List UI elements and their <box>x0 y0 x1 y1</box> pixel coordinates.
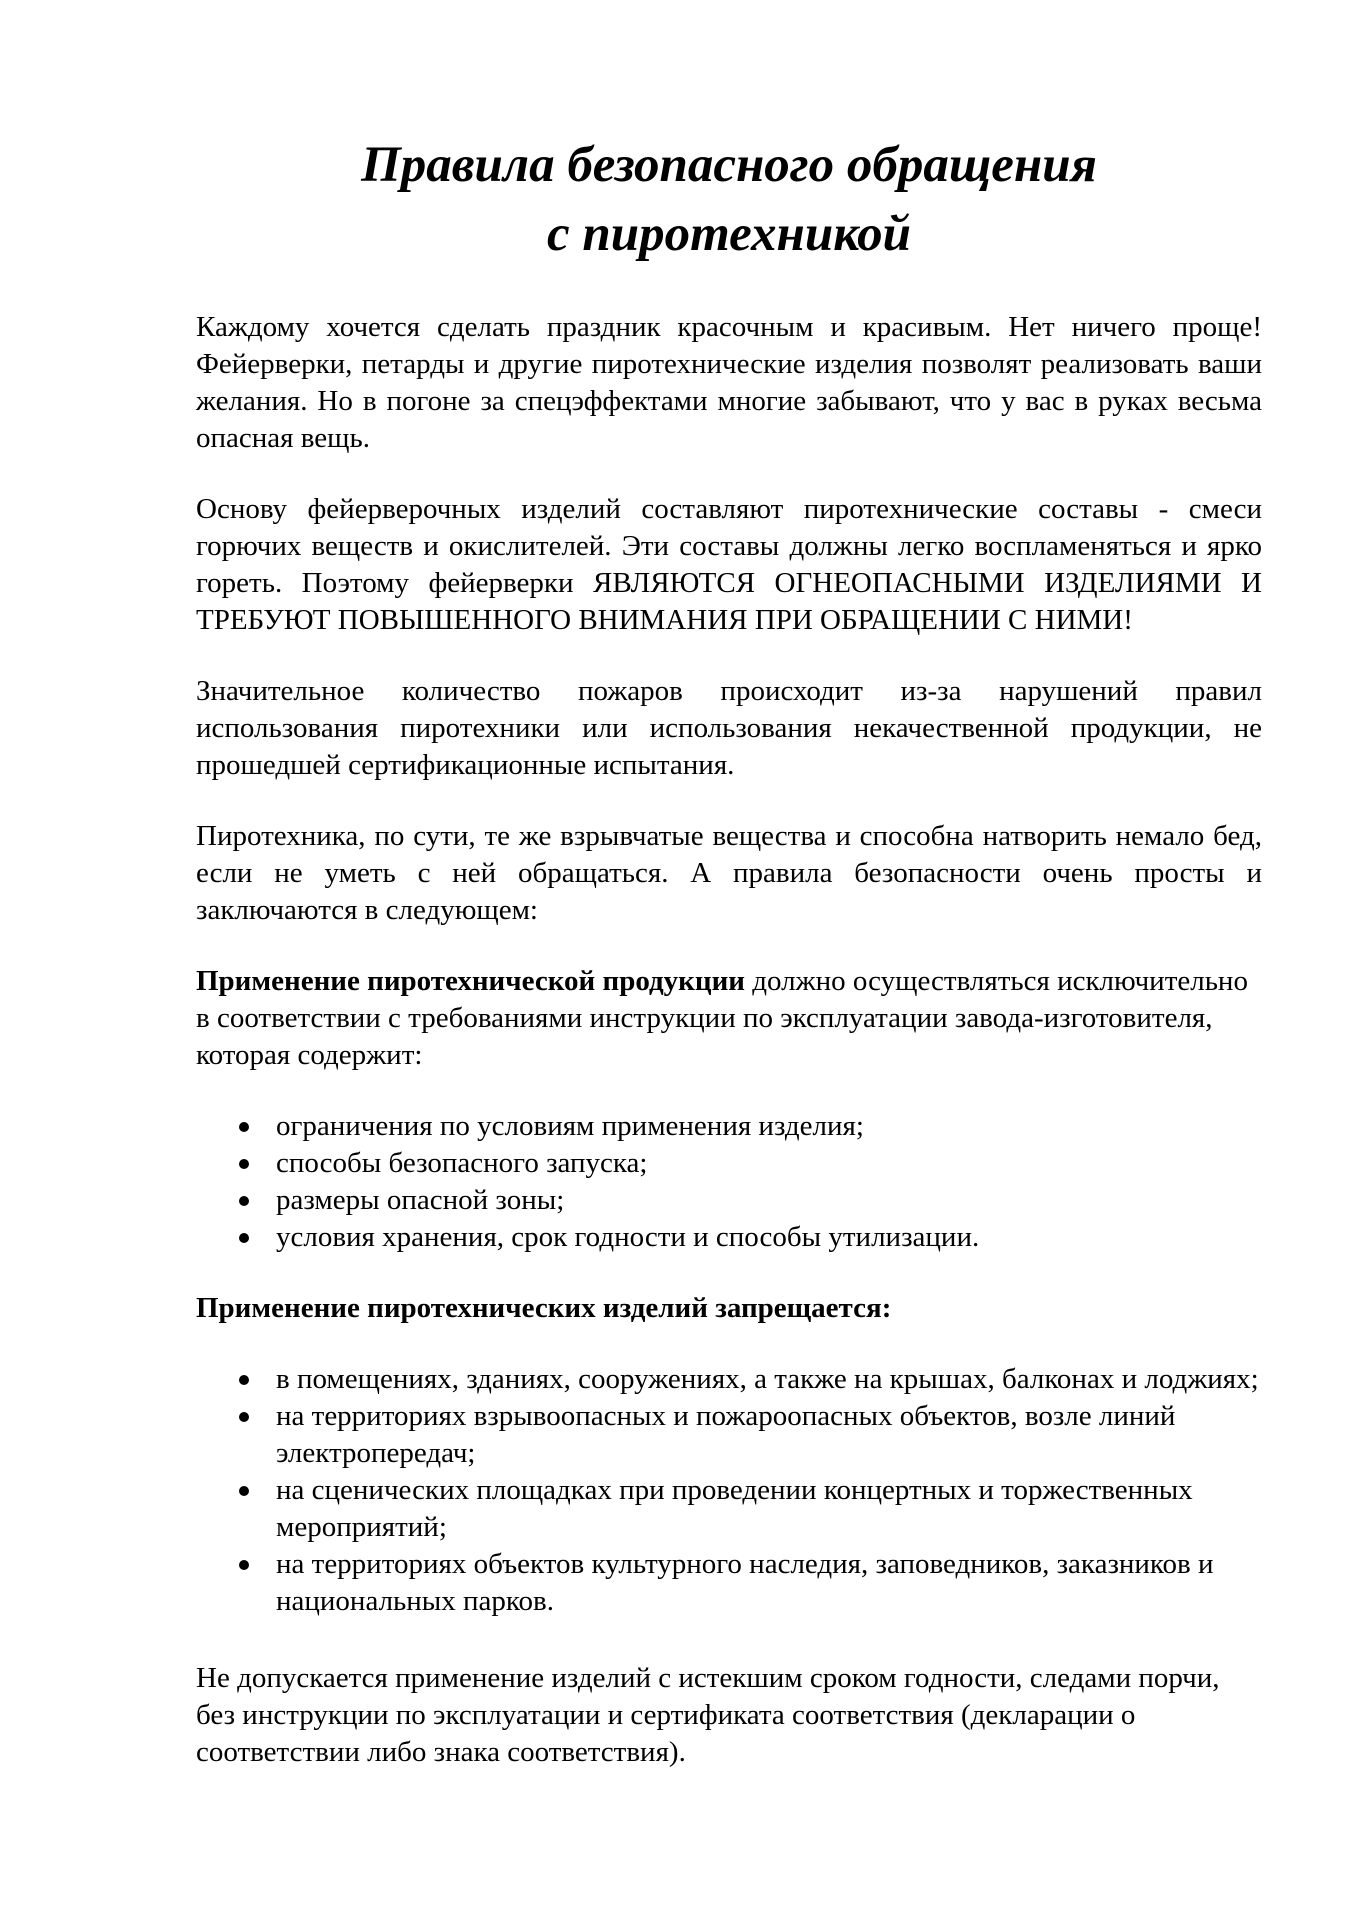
bullet-icon <box>239 1196 249 1206</box>
bullet-icon <box>239 1560 249 1570</box>
bullet-icon <box>239 1412 249 1422</box>
prohibited-heading: Применение пиротехнических изделий запрещается: <box>196 1292 892 1324</box>
paragraph-rules: Пиротехника, по сути, те же взрывчатые вещества и способна натворить немало бед, если не уметь с ней обращаться. А правила безопасности очень просты и заключаются в следующем: <box>196 820 1262 926</box>
document-title <box>196 131 1262 269</box>
list-item: условия хранения, срок годности и способы утилизации. <box>196 1219 1262 1256</box>
paragraph-fires: Значительное количество пожаров происходит из-за нарушений правил использования пиротехники или использования некачественной продукции, не прошедшей сертификационные испытания. <box>196 675 1262 781</box>
bullet-icon <box>239 1159 249 1169</box>
title-line-2: с пиротехникой <box>546 206 912 262</box>
bullet-icon <box>239 1375 249 1385</box>
list-item: в помещениях, зданиях, сооружениях, а также на крышах, балконах и лоджиях; <box>196 1361 1262 1398</box>
paragraph-intro: Каждому хочется сделать праздник красочным и красивым. Нет ничего проще! Фейерверки, петарды и другие пиротехнические изделия позволят реализовать ваши желания. Но в погоне за спецэффектами многие забывают, что у вас в руках весьма опасная вещь. <box>196 311 1262 454</box>
list-item: ограничения по условиям применения изделия; <box>196 1108 1262 1145</box>
bullet-icon <box>239 1122 249 1132</box>
list-item: на территориях объектов культурного наследия, заповедников, заказников и национальных парков. <box>196 1546 1262 1620</box>
bullet-icon <box>239 1486 249 1496</box>
application-text: должно осуществляться исключительно в соответствии с требованиями инструкции по эксплуатации завода-изготовителя, которая содержит: <box>196 965 1248 1071</box>
title-line-1: Правила безопасного обращения <box>361 137 1097 193</box>
prohibited-list <box>196 1361 1262 1620</box>
instruction-contents-list <box>196 1108 1262 1256</box>
paragraph-application <box>196 963 1262 1074</box>
document-page <box>196 0 1262 1771</box>
list-item: способы безопасного запуска; <box>196 1145 1262 1182</box>
list-item: на сценических площадках при проведении концертных и торжественных мероприятий; <box>196 1472 1262 1546</box>
list-item: размеры опасной зоны; <box>196 1182 1262 1219</box>
application-bold-lead: Применение пиротехнической продукции <box>196 965 746 997</box>
paragraph-composition: Основу фейерверочных изделий составляют пиротехнические составы - смеси горючих веществ и окислителей. Эти составы должны легко воспламеняться и ярко гореть. Поэтому фейерверки ЯВЛЯЮТСЯ ОГНЕОПАСНЫМИ ИЗДЕЛИЯМИ И ТРЕБУЮТ ПОВЫШЕННОГО ВНИМАНИЯ ПРИ ОБРАЩЕНИИ С НИМИ! <box>196 493 1262 636</box>
paragraph-closing: Не допускается применение изделий с истекшим сроком годности, следами порчи, без инструкции по эксплуатации и сертификата соответствия (декларации о соответствии либо знака соответствия). <box>196 1662 1220 1768</box>
bullet-icon <box>239 1233 249 1243</box>
list-item: на территориях взрывоопасных и пожароопасных объектов, возле линий электропередач; <box>196 1398 1262 1472</box>
